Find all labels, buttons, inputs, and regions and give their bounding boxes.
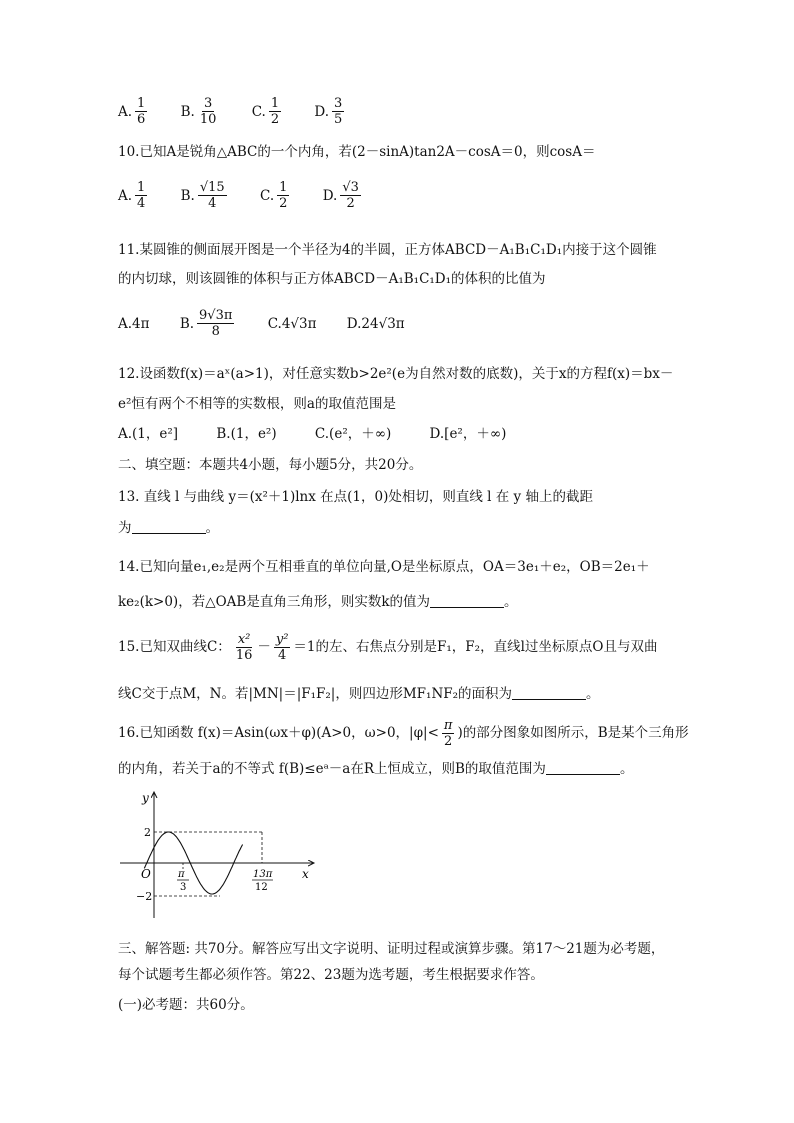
section-2-heading: 二、填空题：本题共4小题，每小题5分，共20分。 (118, 457, 423, 473)
x-tick-13pi12-den: 12 (255, 882, 268, 893)
q12-option-c: C.(e²，＋∞) (314, 426, 392, 442)
q12-option-d: D.[e²，＋∞) (429, 426, 507, 442)
q10-stem: 10.已知A是锐角△ABC的一个内角，若(2－sinA)tan2A－cosA＝0，则cosA＝ (118, 144, 596, 160)
y-max-label: 2 (144, 826, 151, 839)
q12-option-a: A.(1，e²] (118, 426, 179, 442)
q10-option-b: B. $\frac{√15}{4}$ (180, 180, 225, 211)
x-axis-label: x (302, 867, 309, 881)
q9-options (118, 96, 373, 127)
q9-option-b: B. $\frac{3}{10}$ (180, 96, 217, 127)
q10-option-c: C. $\frac{1}{2}$ (259, 180, 288, 211)
q13-answer-blank (132, 519, 206, 534)
q10-option-d: D. $\frac{√3}{2}$ (322, 180, 359, 211)
x-tick-13pi12-num: 13π (253, 869, 273, 880)
q11-option-a: A.4π (118, 315, 150, 332)
section-3-line3: (一)必考题：共60分。 (118, 997, 254, 1013)
q12-stem-line1: 12.设函数f(x)＝aˣ(a>1)，对任意实数b>2e²(e为自然对数的底数)，关于x的方程f(x)＝bx－ (118, 366, 674, 382)
q14-stem-line1: 14.已知向量e₁,e₂是两个互相垂直的单位向量,O是坐标原点，OA＝3e₁＋e₂，OB＝2e₁＋ (118, 559, 650, 575)
q14-stem-line2: ke₂(k>0)，若△OAB是直角三角形，则实数k的值为 。 (118, 594, 518, 610)
x-tick-pi3-den: 3 (180, 882, 187, 893)
q11-stem-line1: 11.某圆锥的侧面展开图是一个半径为4的半圆，正方体ABCD－A₁B₁C₁D₁内接于这个圆锥 (118, 242, 657, 258)
x-tick-pi3-num: π (178, 869, 185, 880)
q15-stem-line1: 15.已知双曲线C： $\frac{\text{x²}}{16}$ － $\frac{\text{y²}}{4}$ ＝1的左、右焦点分别是F₁，F₂，直线l过坐标原点O且与双曲 (118, 632, 658, 663)
q9-option-c: C. $\frac{1}{2}$ (251, 96, 280, 127)
q14-answer-blank (430, 593, 504, 608)
origin-label: O (141, 867, 151, 881)
q13-stem-line1: 13. 直线 l 与曲线 y＝(x²＋1)lnx 在点(1，0)处相切，则直线 l 在 y 轴上的截距 (118, 489, 593, 505)
q16-stem-line2: 的内角，若关于a的不等式 f(B)≤eᵃ－a在R上恒成立，则B的取值范围为 。 (118, 761, 634, 777)
q11-option-c: C.4√3π (267, 315, 317, 332)
q13-stem-line2: 为 。 (118, 520, 219, 536)
q11-option-d: D.24√3π (346, 315, 405, 332)
q12-stem-line2: e²恒有两个不相等的实数根，则a的取值范围是 (118, 396, 396, 412)
section-3-line1: 三、解答题: 共70分。解答应写出文字说明、证明过程或演算步骤。第17～21题为必考题， (118, 941, 665, 957)
q12-option-b: B.(1，e²) (216, 426, 277, 442)
q10-option-a: A. $\frac{1}{4}$ (118, 180, 146, 211)
y-min-label: −2 (136, 890, 153, 903)
section-3-line2: 每个试题考生都必须作答。第22、23题为选考题，考生根据要求作答。 (118, 967, 544, 983)
q15-answer-blank (512, 685, 586, 700)
q9-option-a: A. $\frac{1}{6}$ (118, 96, 146, 127)
y-axis-label: y (142, 791, 149, 805)
q9-option-d: D. $\frac{3}{5}$ (314, 96, 343, 127)
q11-stem-line2: 的内切球，则该圆锥的体积与正方体ABCD－A₁B₁C₁D₁的体积的比值为 (118, 271, 546, 287)
q15-stem-line2: 线C交于点M，N。若|MN|＝|F₁F₂|，则四边形MF₁NF₂的面积为 。 (118, 686, 600, 702)
q12-options (118, 424, 532, 444)
q16-sine-graph (112, 786, 332, 926)
q11-options (118, 308, 431, 339)
q11-option-b: B. $\frac{9√3\pi}{8}$ (179, 308, 233, 339)
q16-answer-blank (546, 760, 620, 775)
q16-stem-line1: 16.已知函数 f(x)＝Asin(ωx＋φ)(A>0，ω>0，|φ|< $\frac{\pi}{2}$ )的部分图象如图所示，B是某个三角形 (118, 718, 689, 749)
q10-options (118, 180, 390, 211)
